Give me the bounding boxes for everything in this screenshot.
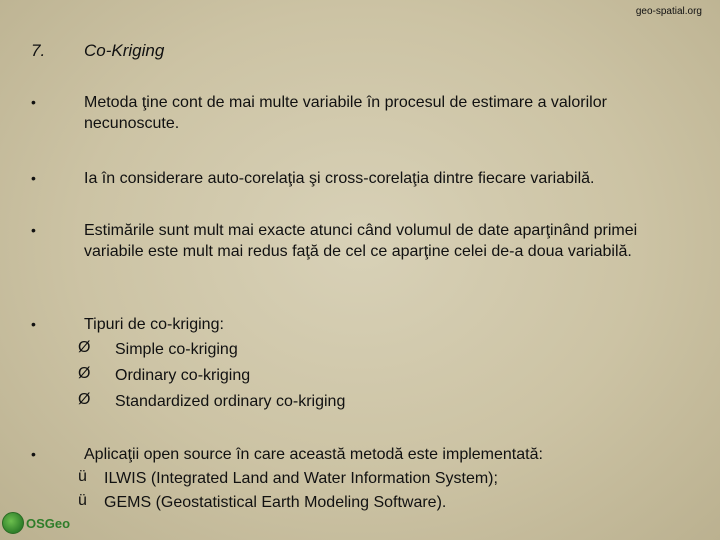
slide-title: Co-Kriging: [84, 41, 165, 60]
check-bullet-icon: ü: [78, 468, 87, 485]
bullet-text-4: Tipuri de co-kriging:: [84, 316, 224, 333]
globe-icon: [2, 512, 24, 534]
bullet-marker: •: [31, 222, 36, 238]
bullet-marker: •: [31, 94, 36, 110]
arrow-bullet-icon: Ø: [78, 365, 91, 382]
bullet-text-5: Aplicaţii open source în care această metodă este implementată:: [84, 446, 543, 463]
application-1: ILWIS (Integrated Land and Water Information System);: [104, 470, 498, 487]
cokriging-type-1: Simple co-kriging: [115, 341, 238, 358]
arrow-bullet-icon: Ø: [78, 339, 91, 356]
osgeo-logo: [2, 512, 70, 534]
bullet-marker: •: [31, 170, 36, 186]
cokriging-type-2: Ordinary co-kriging: [115, 367, 251, 384]
bullet-marker: •: [31, 446, 36, 462]
logo-text: OSGeo: [26, 515, 71, 531]
bullet-marker: •: [31, 316, 36, 332]
arrow-bullet-icon: Ø: [78, 391, 91, 408]
bullet-text-2: Ia în considerare auto-corelaţia şi cross-corelaţia dintre fiecare variabilă.: [84, 170, 595, 187]
site-url: geo-spatial.org: [635, 6, 702, 17]
check-bullet-icon: ü: [78, 492, 87, 509]
cokriging-type-3: Standardized ordinary co-kriging: [115, 393, 346, 410]
application-2: GEMS (Geostatistical Earth Modeling Software).: [104, 494, 447, 511]
slide-number: 7.: [31, 41, 46, 60]
bullet-text-3: Estimările sunt mult mai exacte atunci când volumul de date aparţinând primei variabile este mult mai redus faţă de cel ce aparţine celei de-a doua variabilă.: [84, 222, 638, 260]
bullet-text-1: Metoda ţine cont de mai multe variabile în procesul de estimare a valorilor necunoscute.: [84, 94, 607, 132]
